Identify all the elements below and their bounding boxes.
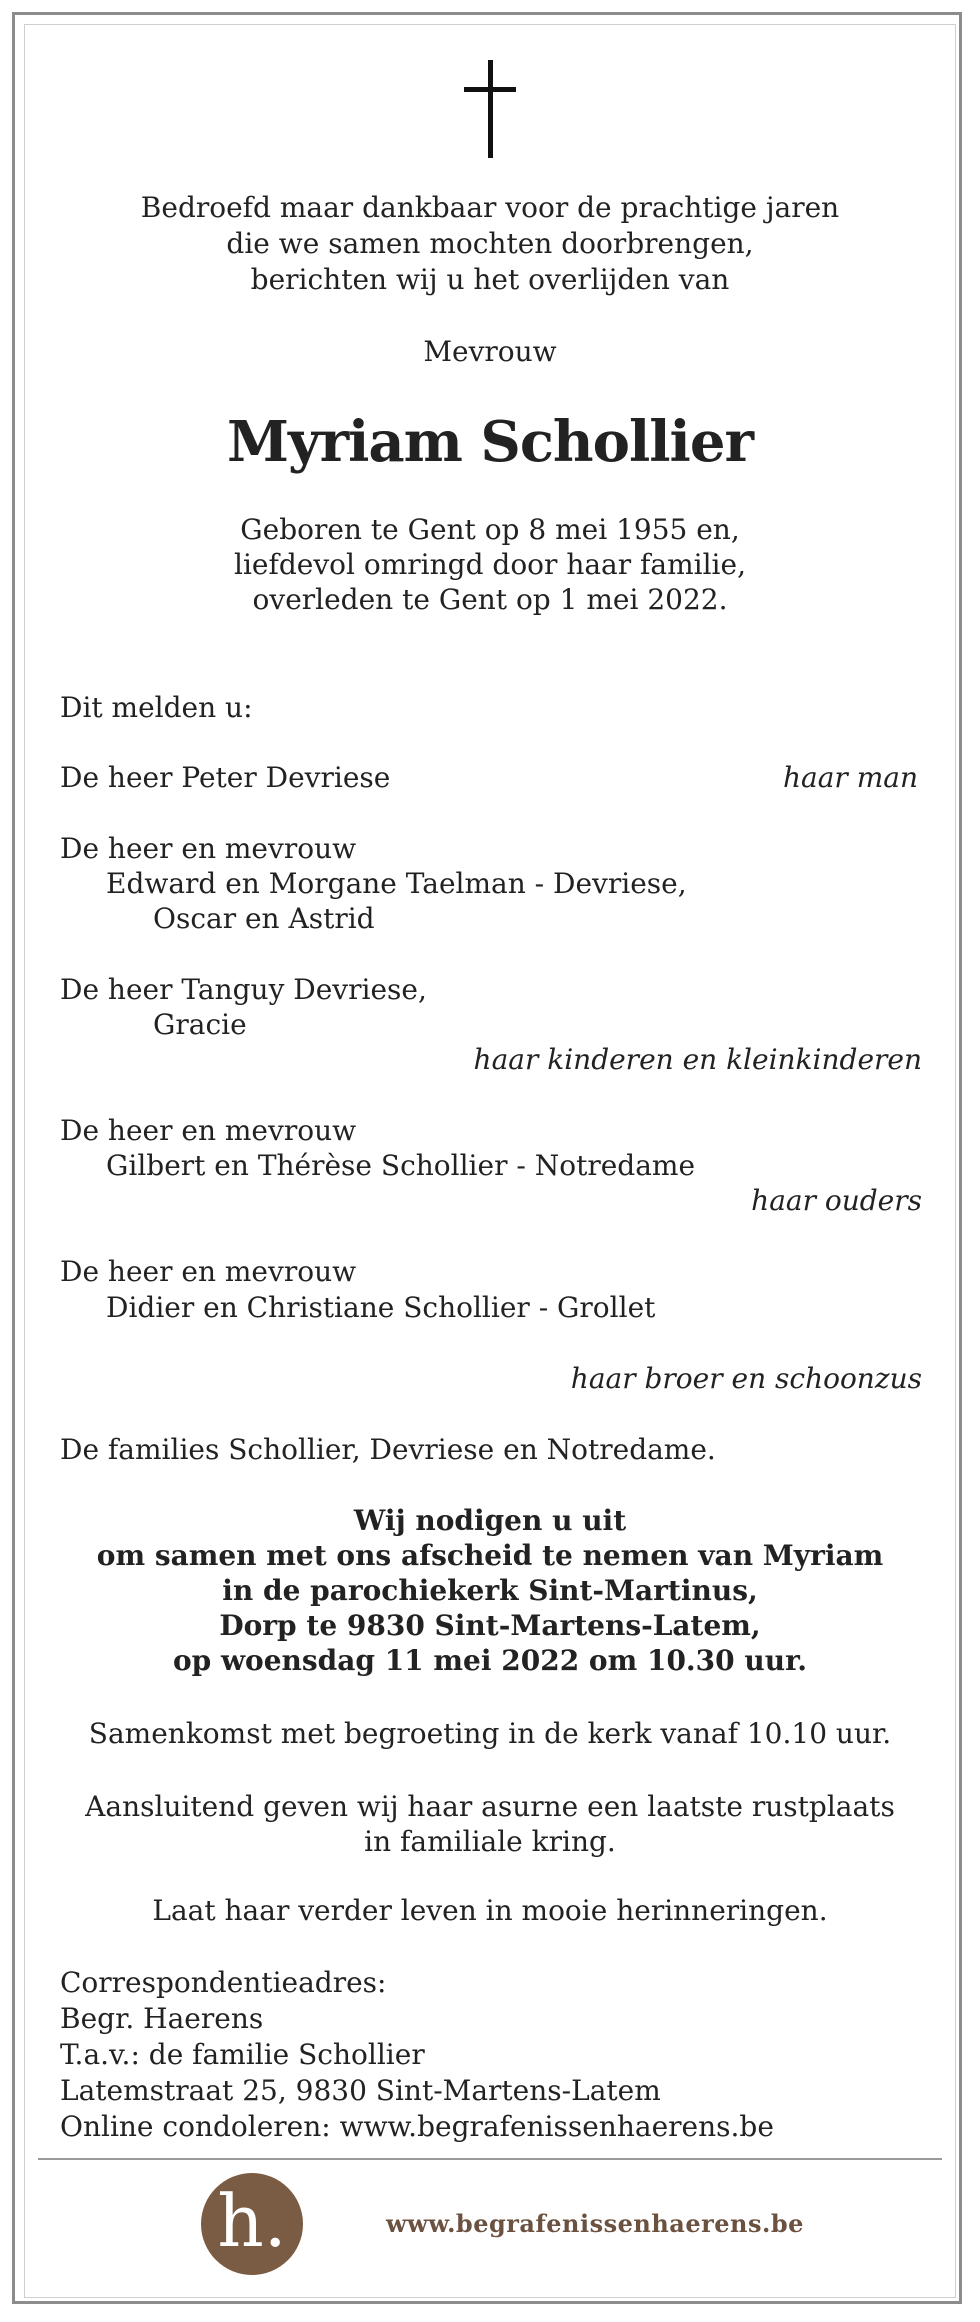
- correspondence-attn: T.a.v.: de familie Schollier: [60, 2038, 425, 2071]
- mourner-gracie: Gracie: [153, 1008, 247, 1041]
- life-line-1: Geboren te Gent op 8 mei 1955 en,: [240, 513, 740, 546]
- mourner-tanguy: De heer Tanguy Devriese,: [60, 973, 427, 1006]
- invitation-line-2: om samen met ons afscheid te nemen van Myriam: [96, 1539, 884, 1572]
- role-husband: haar man: [783, 761, 918, 794]
- funeral-home-logo: h.: [201, 2173, 303, 2275]
- footer-divider: [38, 2158, 942, 2160]
- role-parents: haar ouders: [751, 1184, 922, 1217]
- mourner-didier: Didier en Christiane Schollier - Grollet: [106, 1291, 656, 1324]
- intro-line-2: die we samen mochten doorbrengen,: [226, 227, 754, 260]
- deceased-name: Myriam Schollier: [227, 409, 753, 475]
- announce-label: Dit melden u:: [60, 691, 253, 724]
- families-line: De families Schollier, Devriese en Notredame.: [60, 1433, 716, 1466]
- burial-line-1: Aansluitend geven wij haar asurne een laatste rustplaats: [85, 1790, 895, 1823]
- invitation-line-1: Wij nodigen u uit: [353, 1504, 627, 1537]
- burial-line-2: in familiale kring.: [364, 1825, 616, 1858]
- gathering-line: Samenkomst met begroeting in de kerk vanaf 10.10 uur.: [88, 1717, 892, 1750]
- life-line-3: overleden te Gent op 1 mei 2022.: [252, 583, 728, 616]
- closing-line: Laat haar verder leven in mooie herinneringen.: [152, 1894, 828, 1927]
- couple-label-2: De heer en mevrouw: [60, 1114, 357, 1147]
- correspondence-online: Online condoleren: www.begrafenissenhaerens.be: [60, 2110, 774, 2143]
- life-line-2: liefdevol omringd door haar familie,: [234, 548, 746, 581]
- invitation-line-4: Dorp te 9830 Sint-Martens-Latem,: [219, 1609, 761, 1642]
- cross-icon: [464, 60, 516, 158]
- mourner-edward: Edward en Morgane Taelman - Devriese,: [106, 867, 687, 900]
- correspondence-firm: Begr. Haerens: [60, 2002, 264, 2035]
- invitation-line-5: op woensdag 11 mei 2022 om 10.30 uur.: [172, 1644, 808, 1677]
- mourner-peter: De heer Peter Devriese: [60, 761, 391, 794]
- role-children: haar kinderen en kleinkinderen: [473, 1043, 922, 1076]
- honorific: Mevrouw: [423, 335, 557, 368]
- mourner-gilbert: Gilbert en Thérèse Schollier - Notredame: [106, 1149, 696, 1182]
- mourner-oscar: Oscar en Astrid: [153, 902, 375, 935]
- funeral-home-website[interactable]: www.begrafenissenhaerens.be: [386, 2209, 804, 2238]
- couple-label-3: De heer en mevrouw: [60, 1255, 357, 1288]
- invitation-line-3: in de parochiekerk Sint-Martinus,: [222, 1574, 758, 1607]
- correspondence-label: Correspondentieadres:: [60, 1966, 387, 1999]
- intro-line-1: Bedroefd maar dankbaar voor de prachtige jaren: [140, 191, 840, 224]
- role-sibling: haar broer en schoonzus: [570, 1362, 922, 1395]
- intro-line-3: berichten wij u het overlijden van: [250, 263, 730, 296]
- couple-label-1: De heer en mevrouw: [60, 832, 357, 865]
- correspondence-address: Latemstraat 25, 9830 Sint-Martens-Latem: [60, 2074, 661, 2107]
